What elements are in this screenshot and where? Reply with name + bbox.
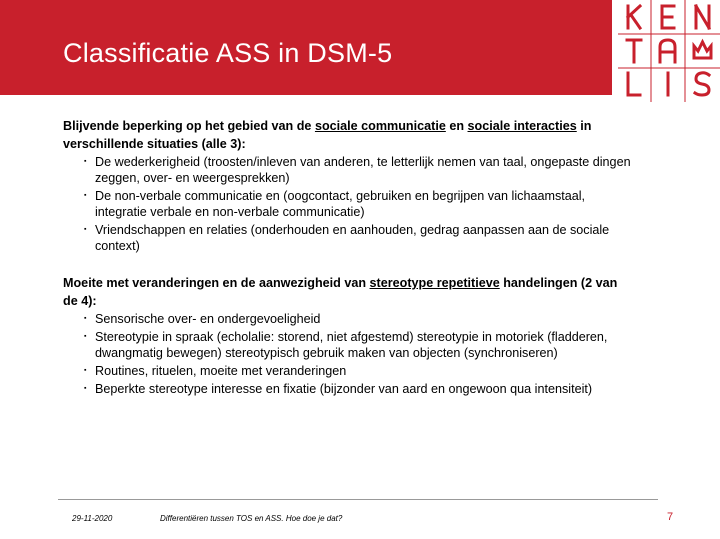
list-item: ▪ De wederkerigheid (troosten/inleven van anderen, te letterlijk nemen van taal, ongepaste dingen zeggen, over- en weergesprekken) bbox=[95, 154, 633, 186]
underlined-term: sociale communicatie bbox=[314, 119, 446, 133]
page-number: 7 bbox=[667, 511, 674, 523]
list-item: ▪ Sensorische over- en ondergevoeligheid bbox=[95, 311, 633, 327]
title-banner bbox=[0, 0, 612, 95]
list-item: ▪ Routines, rituelen, moeite met veranderingen bbox=[95, 363, 633, 379]
kentalis-logo bbox=[618, 0, 720, 102]
footer-date: 29-11-2020 bbox=[72, 514, 113, 523]
list-item: ▪ Vriendschappen en relaties (onderhouden en aanhouden, gedrag aanpassen aan de sociale context) bbox=[95, 222, 633, 254]
footer-title: Differentiëren tussen TOS en ASS. Hoe doe je dat? bbox=[160, 514, 343, 523]
list-item: ▪ Beperkte stereotype interesse en fixatie (bijzonder van aard en ongewoon qua intensiteit) bbox=[95, 381, 633, 397]
section1-lead: Blijvende beperking op het gebied van de sociale communicatie en sociale interacties in verschillende situaties (alle 3): bbox=[63, 119, 592, 151]
section1-list bbox=[63, 154, 633, 254]
section2-lead: Moeite met veranderingen en de aanwezigheid van stereotype repetitieve handelingen (2 van de 4): bbox=[63, 276, 618, 308]
slide-title: Classificatie ASS in DSM-5 bbox=[63, 38, 393, 68]
section2-list bbox=[63, 311, 633, 397]
underlined-term: stereotype repetitieve bbox=[369, 276, 500, 290]
slide-body bbox=[63, 117, 633, 399]
footer-divider bbox=[58, 499, 658, 500]
underlined-term: sociale interacties bbox=[467, 119, 577, 133]
list-item: ▪ De non-verbale communicatie en (oogcontact, gebruiken en begrijpen van lichaamstaal, integratie verbale en non-verbale communicatie) bbox=[95, 188, 633, 220]
list-item: ▪ Stereotypie in spraak (echolalie: storend, niet afgestemd) stereotypie in motoriek (fladderen, dwangmatig bewegen) stereotypisch gebruik maken van objecten (synchroniseren) bbox=[95, 329, 633, 361]
